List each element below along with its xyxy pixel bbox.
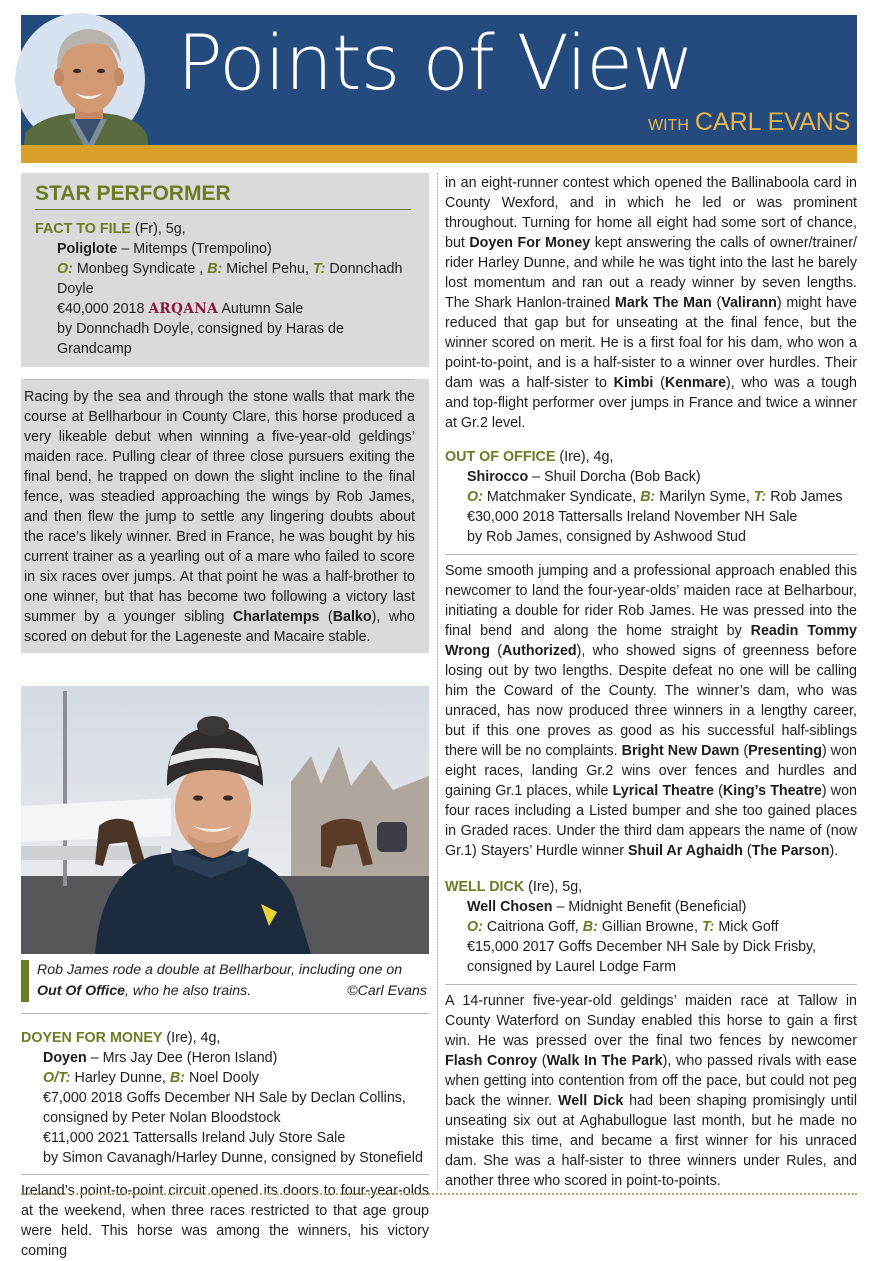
horse-details: (Fr), 5g,: [130, 221, 186, 237]
caption-accent-bar: [21, 960, 29, 1002]
sire-name: Shirocco: [467, 469, 529, 485]
bold-name: Authorized: [502, 643, 577, 659]
byline-with: WITH: [648, 117, 689, 134]
horse-name: WELL DICK: [445, 879, 525, 895]
bold-name: Mark The Man: [614, 295, 712, 311]
bold-name: Shuil Ar Aghaidh: [628, 843, 743, 859]
star-story: Racing by the sea and through the stone walls that mark the course at Bellharbour in County Clare, this horse produced a very likeable debut when winning a five-year-old geldings’ maiden race. Pulling clear of three close pursuers exiting the final bend, he trapped on down the slight incline to the final fence, was steadied approaching the wings by Rob James, and then flew the jump to settle any lingering doubts about the race’s likely winner. Bred in France, he was bought by his current trainer as a yearling out of a mare who failed to score in six races over jumps. At that point he was a half-brother to one winner, but that has become two following a victory last summer by a younger sibling Charlatemps (Balko), who scored on debut for the Lageneste and Macaire stable.: [24, 389, 415, 645]
bold-name: Lyrical Theatre: [612, 783, 714, 799]
page-title: Points of View: [177, 18, 694, 107]
bold-name: Valirann: [721, 295, 777, 311]
bold-name: The Parson: [751, 843, 830, 859]
horse-name: FACT TO FILE: [35, 221, 131, 237]
column-divider: [437, 173, 438, 1189]
sire-name: Poliglote: [57, 241, 118, 257]
jockey-photo: [21, 686, 429, 954]
caption-horse: Out Of Office: [37, 983, 126, 999]
office-entry: OUT OF OFFICE (Ire), 4g, Shirocco – Shuil Dorcha (Bob Back) O: Matchmaker Syndicate, B: Marilyn Syme, T: Rob James €30,000 2018 Tattersalls Ireland November NH Sale by Rob James, consigned by Ashwood Stud: [445, 449, 843, 545]
author-portrait: [21, 15, 161, 163]
header-gold-stripe: [21, 145, 857, 163]
bold-name: Doyen For Money: [469, 235, 591, 251]
bold-name: Flash Conroy: [445, 1053, 538, 1069]
star-story-panel: [21, 379, 429, 653]
welldick-story: A 14-runner five-year-old geldings’ maiden race at Tallow in County Waterford on Sunday enabled this horse to gain a first win. He was pressed over the final two fences by newcomer Flash Conroy (Walk In The Park), who passed rivals with ease when getting into contention from off the pace, but could not peg back the winner. Well Dick had been shaping promisingly until unseating six out at Aghabullogue last month, but he made no mistake this time, and became a first winner for his unraced dam. She was a half-sister to three winners under Rules, and another three who scored in point-to-points.: [445, 993, 858, 1189]
bold-name: Bright New Dawn: [621, 743, 740, 759]
author-byline: [648, 110, 850, 135]
bold-name: Balko: [332, 609, 372, 625]
sire-name: Well Chosen: [467, 899, 553, 915]
arqana-logo: ARQANA: [148, 301, 219, 317]
bold-name: Presenting: [748, 743, 822, 759]
doyen-entry: DOYEN FOR MONEY (Ire), 4g, Doyen – Mrs Jay Dee (Heron Island) O/T: Harley Dunne, B: Noel Dooly €7,000 2018 Goffs December NH Sale by Declan Collins, consigned by Peter Nolan Bloodstock €11,000 2021 Tattersalls Ireland July Store Sale by Simon Cavanagh/Harley Dunne, consigned by Stonefield: [21, 1030, 423, 1166]
right-column: [445, 173, 857, 1200]
photo-credit: ©Carl Evans: [347, 983, 427, 999]
byline-author: CARL EVANS: [694, 108, 851, 136]
office-story: Some smooth jumping and a professional approach enabled this newcomer to land the four-year-olds’ maiden race at Belharbour, initiating a double for rider Rob James. He was pressed into the final bend and along the home straight by Readin Tommy Wrong (Authorized), who showed signs of greenness before losing out by two lengths. Despite defeat no one will be calling him the Coward of the County. The winner’s dam, who was unraced, has now produced three winners in a lengthy career, but if this one proves as good as his successful half-siblings there will be no complaints. Bright New Dawn (Presenting) won eight races, landing Gr.2 wins over fences and hurdles and gaining Gr.1 places, while Lyrical Theatre (King’s Theatre) won four races including a Listed bumper and she too gained places in Graded races. Under the third dam appears the name of (now Gr.1) Stayers’ Hurdle winner Shuil Ar Aghaidh (The Parson).: [445, 563, 857, 859]
bold-name: Readin Tommy Wrong: [445, 623, 857, 659]
doyen-story-start: Ireland’s point-to-point circuit opened its doors to four-year-olds at the weekend, when three races restricted to that age group were held. This horse was among the winners, his victory coming: [21, 1183, 429, 1259]
star-entry: FACT TO FILE (Fr), 5g, Poliglote – Mitemps (Trempolino) O: Monbeg Syndicate , B: Michel Pehu, T: Donnchadh Doyle €40,000 2018 ARQANA Autumn Sale by Donnchadh Doyle, consigned by Haras de Grandcamp: [35, 221, 403, 357]
welldick-entry: WELL DICK (Ire), 5g, Well Chosen – Midnight Benefit (Beneficial) O: Caitriona Goff, B: Gillian Browne, T: Mick Goff €15,000 2017 Goffs December NH Sale by Dick Frisby, consigned by Laurel Lodge Farm: [445, 879, 817, 975]
page-header: [21, 15, 857, 163]
bold-name: Well Dick: [558, 1093, 624, 1109]
bold-name: King’s Theatre: [722, 783, 822, 799]
page-bottom-rule: [21, 1193, 857, 1195]
dam-line: – Mitemps (Trempolino): [117, 241, 272, 257]
left-column: [21, 173, 429, 1259]
horse-name: DOYEN FOR MONEY: [21, 1030, 163, 1046]
bold-name: Charlatemps: [232, 609, 320, 625]
bold-name: Walk In The Park: [546, 1053, 663, 1069]
sire-name: Doyen: [43, 1050, 87, 1066]
star-performer-heading: STAR PERFORMER: [35, 182, 411, 210]
jockey-photo-image: [21, 686, 429, 954]
bold-name: Kenmare: [664, 375, 727, 391]
bold-name: Kimbi: [613, 375, 654, 391]
horse-name: OUT OF OFFICE: [445, 449, 556, 465]
photo-caption: Rob James rode a double at Bellharbour, including one on Out Of Office, who he also trains. ©Carl Evans: [21, 960, 429, 1002]
doyen-story-continued: in an eight-runner contest which opened the Ballinaboola card in County Wexford, and in which he led or was prominent throughout. Turning for home all eight had some sort of chance, but Doyen For Money kept answering the calls of owner/trainer/ rider Harley Dunne, and while he was tight into the last he barely lost momentum and ran out a ready winner by seven lengths. The Shark Hanlon-trained Mark The Man (Valirann) might have reduced that gap but for unseating at the final fence, but the winner scored on merit. He is a first foal for his dam, who won a point-to-point, and is a half-sister to a winner over hurdles. Their dam was a half-sister to Kimbi (Kenmare), who was a tough and top-flight performer over jumps in France and twice a winner at Gr.2 level.: [445, 175, 858, 431]
star-performer-box: [21, 173, 429, 367]
